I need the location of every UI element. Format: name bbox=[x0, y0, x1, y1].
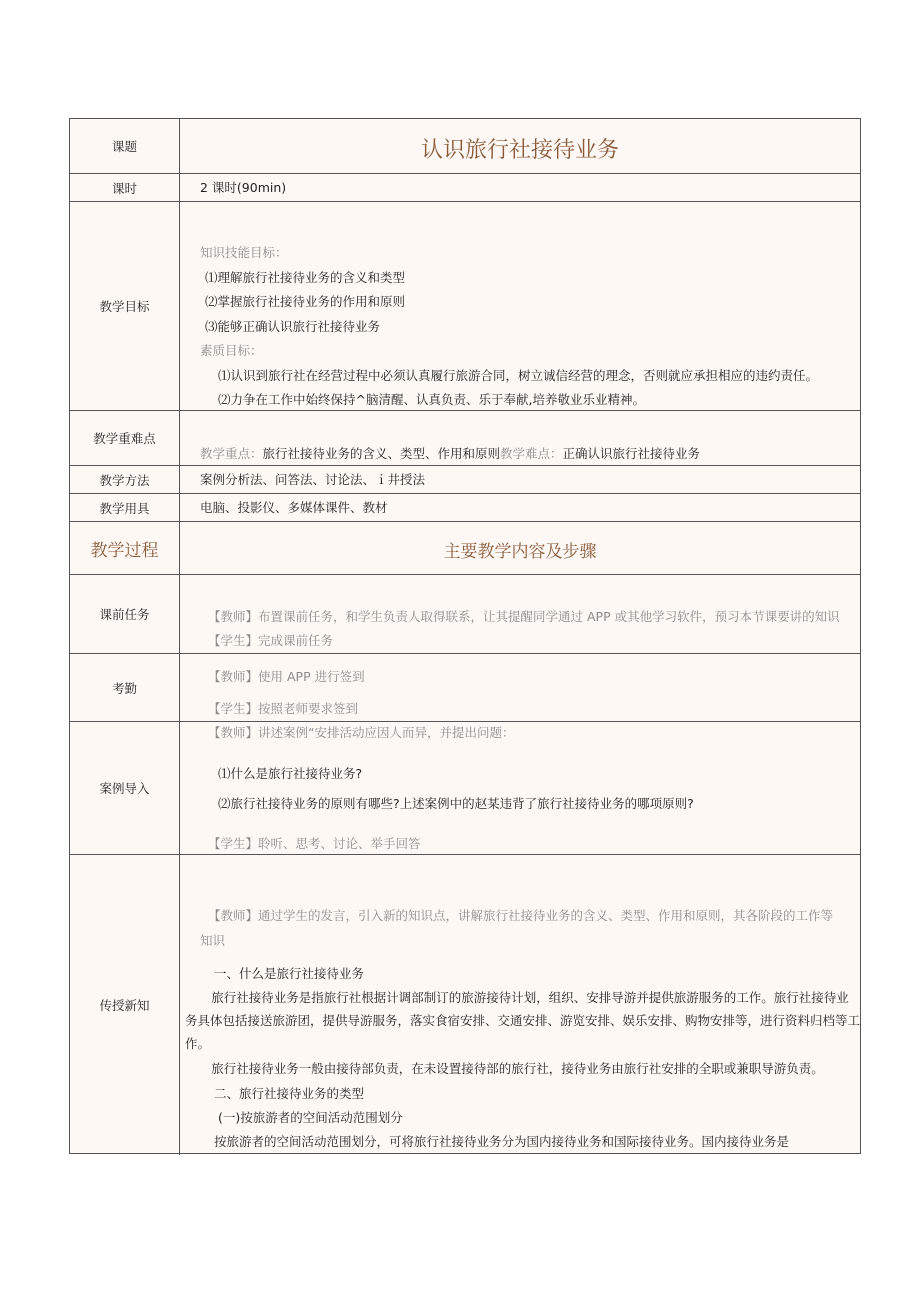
new-knowledge-teacher: 【教师】通过学生的发言，引入新的知识点，讲解旅行社接待业务的含义、类型、作用和原则，其各阶段的工作等 bbox=[208, 908, 834, 923]
process-header-left: 教学过程 bbox=[70, 522, 180, 574]
case-question: ⑵旅行社接待业务的原则有哪些?上述案例中的赵某违背了旅行社接待业务的哪项原则? bbox=[218, 796, 694, 811]
topic-title: 认识旅行社接待业务 bbox=[420, 138, 619, 163]
difficult-text: 正确认识旅行社接待业务 bbox=[562, 446, 701, 461]
attendance-row bbox=[70, 654, 860, 722]
hours-value: 2 课时(90min) bbox=[200, 180, 287, 195]
case-student: 【学生】聆听、思考、讨论、举手回答 bbox=[208, 836, 421, 851]
key-text: 旅行社接待业务的含义、类型、作用和原则 bbox=[262, 446, 501, 461]
tools-row bbox=[70, 494, 860, 522]
key-points-text bbox=[200, 446, 700, 462]
case-question: ⑴什么是旅行社接待业务? bbox=[218, 766, 363, 781]
tools-value: 电脑、投影仪、多媒体课件、教材 bbox=[200, 500, 388, 515]
pre-task-teacher: 【教师】布置课前任务，和学生负责人取得联系，让其提醒同学通过 APP 或其他学习软件，预习本节课要讲的知识 bbox=[208, 609, 840, 624]
key-points-label: 教学重难点 bbox=[70, 411, 180, 465]
knowledge-item: ⑶能够正确认识旅行社接待业务 bbox=[205, 319, 381, 334]
new-knowledge-row bbox=[70, 855, 860, 1155]
body-paragraph: 按旅游者的空间活动范围划分，可将旅行社接待业务分为国内接待业务和国际接待业务。国内接待业务是 bbox=[214, 1134, 790, 1149]
pre-task-label: 课前任务 bbox=[70, 575, 180, 653]
case-row bbox=[70, 722, 860, 855]
key-prefix: 教学重点： bbox=[200, 446, 263, 461]
key-points-row bbox=[70, 411, 860, 466]
new-knowledge-label: 传授新知 bbox=[70, 855, 180, 1155]
methods-row bbox=[70, 466, 860, 494]
quality-item: ⑵力争在工作中始终保持^脑清醒、认真负责、乐于奉献,培养敬业乐业精神。 bbox=[218, 392, 645, 407]
knowledge-heading: 知识技能目标： bbox=[200, 245, 288, 260]
process-header-row bbox=[70, 522, 860, 575]
difficult-prefix: 教学难点： bbox=[500, 446, 563, 461]
knowledge-item: ⑴理解旅行社接待业务的含义和类型 bbox=[205, 270, 406, 285]
body-paragraph: 旅行社接待业务是指旅行社根据计调部制订的旅游接待计划，组织、安排导游并提供旅游服务的工作。旅行社接待业务具体包括接送旅游团，提供导游服务，落实食宿安排、交通安排、游览安排、娱乐安排、购物安排等，进行资料归档等工作。 bbox=[185, 990, 861, 1051]
new-knowledge-teacher-cont: 知识 bbox=[200, 933, 226, 948]
objectives-label: 教学目标 bbox=[70, 202, 180, 410]
objectives-row bbox=[70, 202, 860, 411]
quality-item: ⑴认识到旅行社在经营过程中必须认真履行旅游合同，树立诚信经营的理念，否则就应承担相应的违约责任。 bbox=[218, 368, 819, 383]
body-paragraph: 旅行社接待业务一般由接待部负责，在未设置接待部的旅行社，接待业务由旅行社安排的全职或兼职导游负责。 bbox=[211, 1061, 824, 1076]
topic-label: 课题 bbox=[70, 119, 180, 173]
topic-row bbox=[70, 119, 860, 174]
case-label: 案例导入 bbox=[70, 722, 180, 854]
process-header-right: 主要教学内容及步骤 bbox=[443, 542, 597, 562]
pre-task-student: 【学生】完成课前任务 bbox=[208, 633, 334, 648]
case-teacher: 【教师】讲述案例“安排活动应因人而异，并提出问题： bbox=[208, 725, 515, 740]
hours-label: 课时 bbox=[70, 174, 180, 201]
section-heading: 二、旅行社接待业务的类型 bbox=[214, 1086, 365, 1101]
attendance-label: 考勤 bbox=[70, 654, 180, 721]
knowledge-item: ⑵掌握旅行社接待业务的作用和原则 bbox=[205, 294, 406, 309]
hours-row bbox=[70, 174, 860, 202]
tools-label: 教学用具 bbox=[70, 494, 180, 521]
methods-label: 教学方法 bbox=[70, 466, 180, 493]
quality-heading: 素质目标： bbox=[200, 343, 263, 358]
attendance-student: 【学生】按照老师要求签到 bbox=[208, 701, 359, 716]
section-heading: 一、什么是旅行社接待业务 bbox=[214, 966, 365, 981]
pre-task-row bbox=[70, 575, 860, 654]
attendance-teacher: 【教师】使用 APP 进行签到 bbox=[208, 669, 365, 684]
methods-value: 案例分析法、问答法、讨论法、ｉ井授法 bbox=[200, 472, 426, 487]
lesson-plan-table bbox=[69, 118, 861, 1154]
subsection-heading: (一)按旅游者的空间活动范围划分 bbox=[218, 1110, 403, 1125]
